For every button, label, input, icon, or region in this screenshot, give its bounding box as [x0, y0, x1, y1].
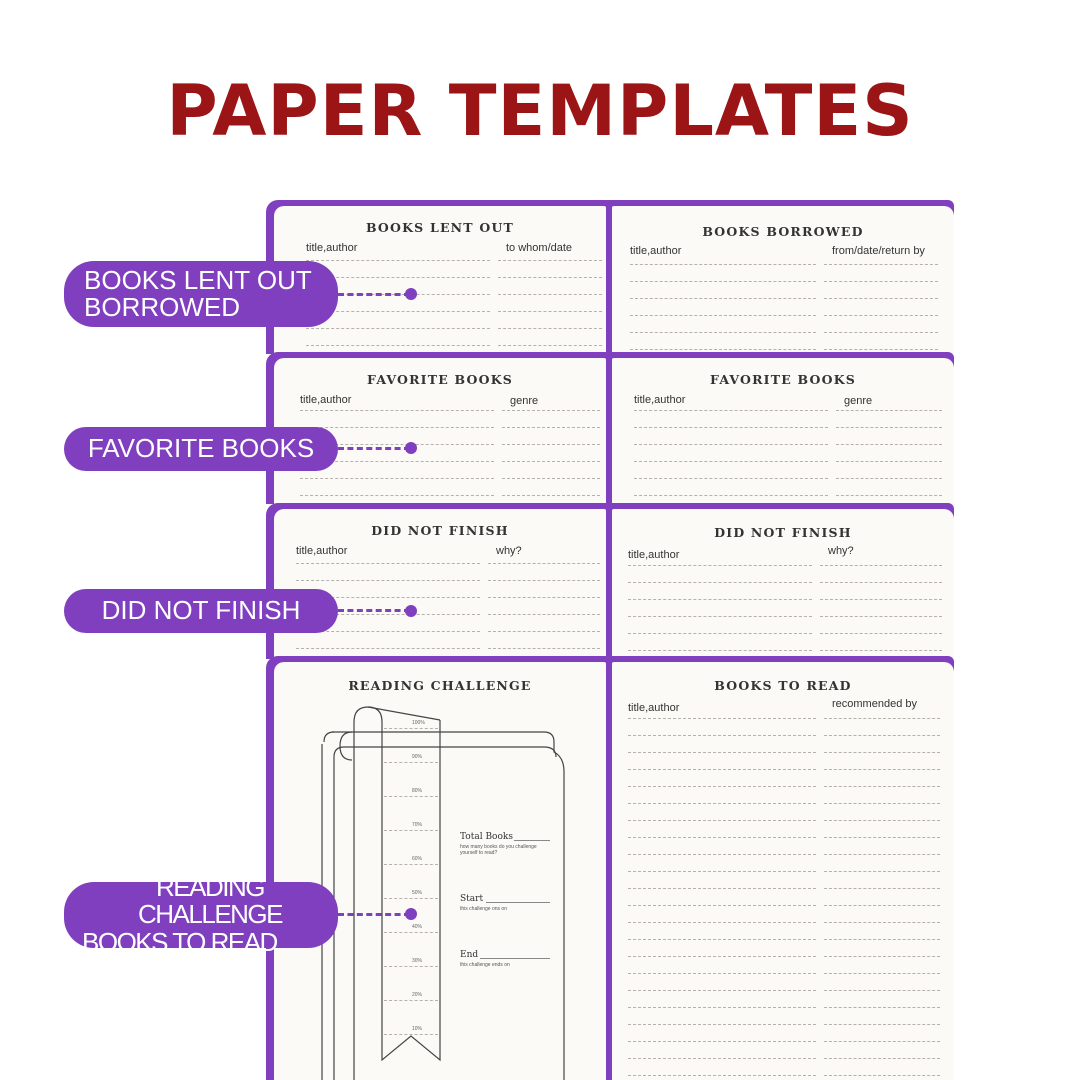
ruled-line — [824, 281, 938, 282]
callout-line: BOOKS TO READ — [82, 926, 277, 957]
ruled-line — [498, 260, 602, 261]
spread-lent-borrowed — [266, 200, 954, 354]
ruled-line — [824, 1041, 940, 1042]
ruled-line — [634, 427, 828, 428]
ruled-line — [836, 444, 942, 445]
field-underline — [514, 840, 550, 841]
start-field — [460, 894, 507, 912]
ruled-line — [628, 718, 816, 719]
callout-reading-challenge-books-to-read — [64, 872, 338, 957]
field-underline — [480, 958, 550, 959]
ruled-line — [630, 264, 816, 265]
ruled-line — [824, 1007, 940, 1008]
ruled-line — [628, 871, 816, 872]
page-heading: BOOKS LENT OUT — [365, 220, 515, 235]
field-label: Start — [460, 894, 484, 904]
ruled-line — [824, 888, 940, 889]
page-favorite-books-right — [612, 358, 954, 504]
callout-dot — [405, 605, 417, 617]
percent-tick-line — [384, 762, 438, 763]
ruled-line — [824, 939, 940, 940]
ruled-line — [628, 939, 816, 940]
ruled-line — [630, 281, 816, 282]
callout-connector — [338, 293, 410, 296]
page-heading: BOOKS TO READ — [714, 678, 852, 693]
ruled-line — [628, 990, 816, 991]
ruled-line — [630, 315, 816, 316]
ruled-line — [628, 854, 816, 855]
column-header: title,author — [630, 245, 682, 257]
ruled-line — [824, 990, 940, 991]
ruled-line — [628, 1058, 816, 1059]
ruled-line — [634, 478, 828, 479]
page-heading: BOOKS BORROWED — [702, 224, 864, 239]
percent-tick-label: 100% — [412, 720, 425, 726]
ruled-line — [502, 478, 600, 479]
field-underline — [486, 902, 550, 903]
ruled-line — [498, 277, 602, 278]
percent-tick-label: 80% — [412, 788, 423, 794]
column-header: why? — [496, 545, 522, 557]
ruled-line — [628, 803, 816, 804]
ruled-line — [628, 922, 816, 923]
ruled-line — [306, 328, 490, 329]
percent-tick-line — [384, 864, 438, 865]
percent-tick-label: 50% — [412, 890, 423, 896]
ruled-line — [628, 956, 816, 957]
ruled-line — [628, 1041, 816, 1042]
ruled-line — [502, 427, 600, 428]
column-header: title,author — [300, 394, 352, 406]
ruled-line — [634, 444, 828, 445]
ruled-line — [824, 735, 940, 736]
column-header: title,author — [634, 394, 686, 406]
spread-favorite-books — [266, 352, 954, 504]
column-header: from/date/return by — [832, 245, 925, 257]
ruled-line — [296, 580, 480, 581]
total-books-field — [460, 832, 550, 856]
ruled-line — [824, 871, 940, 872]
ruled-line — [628, 616, 812, 617]
ruled-line — [824, 956, 940, 957]
ruled-line — [502, 461, 600, 462]
ruled-line — [306, 345, 490, 346]
field-hint: how many books do you challenge yourself to read? — [460, 844, 537, 856]
ruled-line — [502, 444, 600, 445]
page-did-not-finish-left — [274, 509, 606, 659]
callout-connector — [338, 913, 410, 916]
ruled-line — [634, 461, 828, 462]
ruled-line — [488, 597, 600, 598]
ruled-line — [488, 614, 600, 615]
column-header: title,author — [296, 545, 348, 557]
ruled-line — [628, 735, 816, 736]
ruled-line — [502, 495, 600, 496]
ruled-line — [824, 803, 940, 804]
ruled-line — [824, 1058, 940, 1059]
ruled-line — [824, 786, 940, 787]
page-reading-challenge — [274, 662, 606, 1080]
ruled-line — [820, 582, 942, 583]
page-books-to-read — [612, 662, 954, 1080]
percent-tick-line — [384, 966, 438, 967]
ruled-line — [634, 495, 828, 496]
percent-tick-label: 20% — [412, 992, 423, 998]
ruled-line — [498, 345, 602, 346]
percent-tick-label: 30% — [412, 958, 423, 964]
spread-did-not-finish — [266, 503, 954, 659]
page-title: PAPER TEMPLATES — [166, 70, 914, 152]
ruled-line — [628, 752, 816, 753]
ruled-line — [836, 461, 942, 462]
ruled-line — [824, 769, 940, 770]
percent-tick-line — [384, 898, 438, 899]
ruled-line — [824, 854, 940, 855]
ruled-line — [498, 294, 602, 295]
column-header: why? — [828, 545, 854, 557]
page-heading: READING CHALLENGE — [348, 678, 532, 693]
ruled-line — [300, 478, 494, 479]
ruled-line — [300, 495, 494, 496]
ruled-line — [824, 718, 940, 719]
column-header: title,author — [628, 702, 680, 714]
ruled-line — [488, 563, 600, 564]
column-header: genre — [844, 395, 873, 407]
ruled-line — [630, 332, 816, 333]
callout-dot — [405, 908, 417, 920]
ruled-line — [300, 427, 494, 428]
ruled-line — [628, 973, 816, 974]
percent-tick-label: 70% — [412, 822, 423, 828]
callout-dot — [405, 442, 417, 454]
percent-tick-line — [384, 728, 438, 729]
ruled-line — [628, 650, 812, 651]
ruled-line — [836, 427, 942, 428]
ruled-line — [628, 888, 816, 889]
ruled-line — [820, 616, 942, 617]
callout-connector — [338, 609, 410, 612]
ruled-line — [488, 580, 600, 581]
ruled-line — [824, 298, 938, 299]
spread-reading-challenge — [266, 656, 954, 1080]
column-header: to whom/date — [506, 242, 573, 254]
page-heading: FAVORITE BOOKS — [710, 372, 856, 387]
page-books-borrowed — [612, 206, 954, 354]
column-header: title,author — [306, 242, 358, 254]
column-header: genre — [510, 395, 539, 407]
ruled-line — [630, 349, 816, 350]
field-hint: this challenge ends on — [460, 962, 510, 968]
column-header: title,author — [628, 549, 680, 561]
field-label: Total Books — [460, 832, 513, 842]
callout-line: BOOKS LENT OUT — [84, 264, 312, 295]
end-field — [460, 950, 510, 968]
page-heading: DID NOT FINISH — [371, 523, 509, 538]
percent-tick-label: 10% — [412, 1026, 423, 1032]
page-did-not-finish-right — [612, 509, 954, 659]
ruled-line — [820, 599, 942, 600]
page-heading: DID NOT FINISH — [714, 525, 852, 540]
ruled-line — [836, 478, 942, 479]
ruled-line — [628, 1024, 816, 1025]
ruled-line — [824, 264, 938, 265]
ruled-line — [502, 410, 600, 411]
ruled-line — [634, 410, 828, 411]
ruled-line — [628, 905, 816, 906]
callout-favorite-books: FAVORITE BOOKS — [64, 427, 338, 471]
ruled-line — [824, 1075, 940, 1076]
ruled-line — [824, 905, 940, 906]
ruled-line — [300, 410, 494, 411]
ruled-line — [824, 973, 940, 974]
ruled-line — [824, 349, 938, 350]
percent-tick-label: 40% — [412, 924, 423, 930]
ruled-line — [628, 1075, 816, 1076]
ruled-line — [824, 315, 938, 316]
callout-books-lent-out-borrowed — [64, 261, 338, 327]
percent-tick-line — [384, 830, 438, 831]
ruled-line — [820, 650, 942, 651]
ruled-line — [824, 820, 940, 821]
percent-tick-label: 90% — [412, 754, 423, 760]
ruled-line — [824, 1024, 940, 1025]
ruled-line — [628, 1007, 816, 1008]
callout-line: READING CHALLENGE — [138, 872, 282, 930]
percent-tick-line — [384, 1034, 438, 1035]
ruled-line — [628, 582, 812, 583]
ruled-line — [630, 298, 816, 299]
percent-tick-line — [384, 1000, 438, 1001]
ruled-line — [488, 648, 600, 649]
ruled-line — [836, 410, 942, 411]
ruled-line — [824, 922, 940, 923]
callout-dot — [405, 288, 417, 300]
ruled-line — [488, 631, 600, 632]
field-label: End — [460, 950, 479, 960]
ruled-line — [824, 752, 940, 753]
percent-tick-line — [384, 932, 438, 933]
callout-did-not-finish: DID NOT FINISH — [64, 589, 338, 633]
percent-tick-label: 60% — [412, 856, 423, 862]
page-heading: FAVORITE BOOKS — [367, 372, 513, 387]
field-hint: this challenge ons on — [460, 906, 507, 912]
percent-tick-line — [384, 796, 438, 797]
ruled-line — [820, 565, 942, 566]
ruled-line — [296, 648, 480, 649]
callout-line: BORROWED — [84, 292, 240, 322]
ruled-line — [628, 769, 816, 770]
book-bookmark-illustration — [274, 662, 606, 1080]
ruled-line — [628, 820, 816, 821]
ruled-line — [628, 599, 812, 600]
ruled-line — [628, 837, 816, 838]
column-header: recommended by — [832, 698, 917, 710]
ruled-line — [628, 633, 812, 634]
ruled-line — [628, 565, 812, 566]
ruled-line — [296, 563, 480, 564]
ruled-line — [498, 328, 602, 329]
ruled-line — [628, 786, 816, 787]
ruled-line — [836, 495, 942, 496]
ruled-line — [824, 837, 940, 838]
callout-connector — [338, 447, 410, 450]
ruled-line — [820, 633, 942, 634]
ruled-line — [498, 311, 602, 312]
ruled-line — [824, 332, 938, 333]
ruled-line — [306, 260, 490, 261]
